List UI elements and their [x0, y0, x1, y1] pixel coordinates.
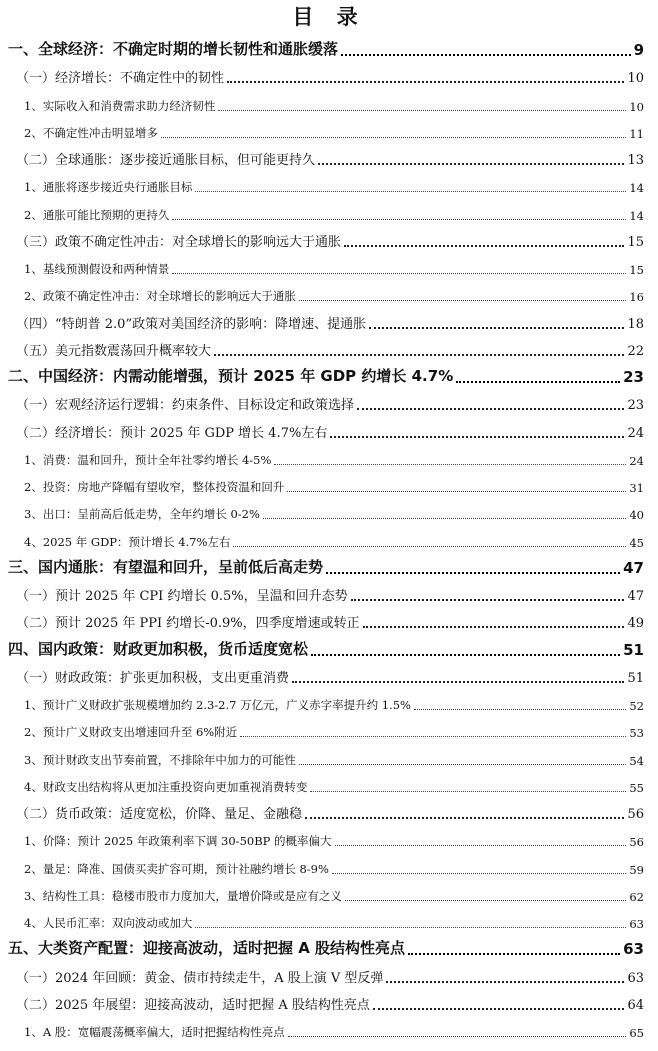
toc-section[interactable] [0, 337, 658, 363]
dot-leader [240, 736, 626, 737]
dot-leader [263, 518, 626, 519]
toc-subsection[interactable] [0, 855, 658, 881]
toc-entry-title: 一、全球经济：不确定时期的增长韧性和通胀缓落 [8, 40, 339, 58]
dot-leader [414, 709, 626, 710]
toc-page-number: 52 [629, 699, 644, 713]
toc-entry-title: 4、人民币汇率：双向波动或加大 [24, 916, 193, 930]
toc-entry-title: （三）政策不确定性冲击：对全球增长的影响远大于通胀 [16, 234, 342, 250]
page-title: 目 录 [292, 5, 366, 29]
toc-entry-title: 1、消费：温和回升，预计全年社零约增长 4-5% [24, 452, 272, 467]
toc-entry-title: 1、A 股：宽幅震荡概率偏大，适时把握结构性亮点 [24, 1025, 285, 1039]
toc-entry-title: （一）预计 2025 年 CPI 约增长 0.5%，呈温和回升态势 [16, 589, 348, 604]
toc-subsection[interactable] [0, 201, 658, 227]
toc-entry-title: 4、财政支出结构将从更加注重投资向更加重视消费转变 [24, 779, 308, 794]
dot-leader [373, 1008, 625, 1010]
toc-page-number: 10 [627, 71, 644, 87]
toc-page-number: 22 [627, 343, 644, 359]
dot-leader [456, 381, 620, 383]
toc-chapter[interactable] [0, 555, 658, 581]
toc-page-number: 11 [629, 126, 644, 141]
dot-leader [344, 245, 624, 247]
toc-page-number: 64 [627, 997, 644, 1013]
toc-entry-title: 五、大类资产配置：迎接高波动，适时把握 A 股结构性亮点 [8, 939, 406, 958]
toc-subsection[interactable] [0, 1018, 658, 1044]
toc-section[interactable] [0, 64, 658, 90]
toc-section[interactable] [0, 800, 658, 826]
toc-chapter[interactable] [0, 936, 658, 962]
dot-leader [288, 1036, 627, 1037]
toc-entry-title: 二、中国经济：内需动能增强，预计 2025 年 GDP 约增长 4.7% [8, 367, 454, 385]
toc-subsection[interactable] [0, 500, 658, 526]
dot-leader [299, 300, 627, 301]
toc-page-number: 24 [629, 453, 644, 468]
dot-leader [195, 191, 626, 192]
toc-entry-title: （一）2024 年回顾：黄金、债市持续走牛，A 股上演 V 型反弹 [16, 970, 384, 986]
toc-entry-title: 1、预计广义财政扩张规模增加约 2.3-2.7 万亿元，广义赤字率提升约 1.5% [24, 698, 411, 712]
toc-entry-title: 2、投资：房地产降幅有望收窄，整体投资温和回升 [24, 480, 285, 494]
toc-page-number: 65 [629, 1026, 644, 1040]
dot-leader [386, 981, 624, 983]
toc-page-number: 47 [623, 558, 644, 577]
toc-page-number: 14 [629, 181, 644, 196]
toc-chapter[interactable] [0, 637, 658, 663]
toc-entry-title: 3、出口：呈前高后低走势，全年约增长 0-2% [24, 507, 260, 522]
dot-leader [287, 491, 626, 492]
toc-page-number: 9 [633, 41, 644, 59]
toc-page-number: 51 [623, 640, 644, 659]
dot-leader [310, 791, 626, 792]
toc-subsection[interactable] [0, 718, 658, 744]
toc-page-number: 63 [623, 940, 644, 959]
toc-section[interactable] [0, 419, 658, 445]
toc-page-number: 24 [627, 425, 644, 441]
toc-entry-title: 1、基线预测假设和两种情景 [24, 262, 170, 276]
toc-entry-title: 1、实际收入和消费需求助力经济韧性 [24, 98, 216, 113]
dot-leader [369, 327, 624, 329]
dot-leader [195, 927, 626, 928]
toc-page-number: 23 [623, 368, 644, 386]
toc-subsection[interactable] [0, 528, 658, 554]
toc-page-number: 10 [629, 99, 644, 114]
dot-leader [227, 81, 624, 83]
toc-page-number: 15 [627, 234, 644, 250]
toc-subsection[interactable] [0, 473, 658, 499]
toc-section[interactable] [0, 582, 658, 608]
toc-page-number: 13 [627, 153, 644, 168]
toc-subsection[interactable] [0, 446, 658, 472]
toc-page-number: 23 [627, 398, 644, 414]
toc-section[interactable] [0, 991, 658, 1017]
toc-entry-title: 2、政策不确定性冲击：对全球增长的影响远大于通胀 [24, 289, 296, 304]
dot-leader [363, 626, 625, 628]
dot-leader [214, 354, 624, 356]
dot-leader [233, 546, 626, 547]
dot-leader [341, 54, 631, 56]
toc-section[interactable] [0, 964, 658, 990]
toc-page-number: 63 [629, 917, 644, 931]
toc-entry-title: （一）经济增长：不确定性中的韧性 [16, 71, 225, 87]
toc-page-number: 18 [627, 316, 644, 332]
toc-page-number: 31 [629, 481, 644, 495]
toc-page-number: 56 [629, 835, 644, 850]
toc-page-number: 15 [629, 263, 644, 277]
toc-section[interactable] [0, 609, 658, 635]
toc-subsection[interactable] [0, 92, 658, 118]
toc-subsection[interactable] [0, 173, 658, 199]
toc-subsection[interactable] [0, 827, 658, 853]
toc-page-number: 51 [627, 670, 644, 686]
dot-leader [335, 845, 627, 846]
dot-leader [311, 654, 620, 656]
toc-section[interactable] [0, 146, 658, 172]
toc-page-number: 59 [629, 862, 644, 877]
dot-leader [161, 137, 627, 138]
toc-entry-title: 2、量足：降准、国债买卖扩容可期，预计社融约增长 8-9% [24, 861, 329, 876]
toc-section[interactable] [0, 310, 658, 336]
toc-chapter[interactable] [0, 364, 658, 390]
toc-entry-title: 三、国内通胀：有望温和回升，呈前低后高走势 [8, 557, 324, 576]
toc-subsection[interactable] [0, 282, 658, 308]
toc-subsection[interactable] [0, 255, 658, 281]
dot-leader [326, 572, 620, 574]
toc-entry-title: 2、预计广义财政支出增速回升至 6%附近 [24, 725, 238, 740]
toc-page-number: 63 [627, 970, 644, 986]
toc-entry-title: （二）2025 年展望：迎接高波动，适时把握 A 股结构性亮点 [16, 997, 370, 1013]
dot-leader [172, 219, 626, 220]
toc-page-number: 49 [627, 616, 644, 632]
toc-entry-title: （二）全球通胀：逐步接近通胀目标，但可能更持久 [16, 153, 316, 168]
toc-section[interactable] [0, 391, 658, 417]
dot-leader [345, 900, 627, 901]
toc-section[interactable] [0, 664, 658, 690]
toc-entry-title: 3、结构性工具：稳楼市股市力度加大，量增价降或是应有之义 [24, 888, 342, 903]
toc-page-number: 40 [629, 508, 644, 523]
toc-page-number: 54 [629, 753, 644, 768]
toc-entry-title: 四、国内政策：财政更加积极，货币适度宽松 [8, 639, 309, 658]
toc-subsection[interactable] [0, 691, 658, 717]
toc-entry-title: 4、2025 年 GDP：预计增长 4.7%左右 [24, 534, 231, 549]
toc-page-number: 47 [627, 589, 644, 604]
toc-page-number: 56 [627, 807, 644, 822]
toc-entry-title: （一）财政政策：扩张更加积极，支出更重消费 [16, 670, 290, 686]
dot-leader [351, 599, 625, 601]
toc-page-number: 14 [629, 208, 644, 223]
toc-page-number: 16 [629, 290, 644, 305]
dot-leader [218, 110, 626, 111]
toc-entry-title: 1、通胀将逐步接近央行通胀目标 [24, 180, 193, 195]
dot-leader [330, 436, 624, 438]
toc-subsection[interactable] [0, 119, 658, 145]
toc-page-number: 55 [629, 780, 644, 795]
toc-entry-title: （二）预计 2025 年 PPI 约增长-0.9%，四季度增速或转正 [16, 616, 360, 632]
toc-entry-title: 3、预计财政支出节奏前置，不排除年中加力的可能性 [24, 752, 296, 767]
toc-subsection[interactable] [0, 773, 658, 799]
dot-leader [299, 764, 627, 765]
toc-entry-title: （五）美元指数震荡回升概率较大 [16, 343, 212, 359]
dot-leader [172, 273, 626, 274]
toc-entry-title: 2、不确定性冲击明显增多 [24, 125, 158, 140]
toc-subsection[interactable] [0, 746, 658, 772]
dot-leader [332, 873, 626, 874]
toc-entry-title: 2、通胀可能比预期的更持久 [24, 207, 170, 222]
dot-leader [305, 817, 624, 819]
toc-entry-title: 1、价降：预计 2025 年政策利率下调 30-50BP 的概率偏大 [24, 834, 332, 849]
toc-section[interactable] [0, 228, 658, 254]
dot-leader [357, 408, 624, 410]
toc-entry-title: （四）“特朗普 2.0”政策对美国经济的影响：降增速、提通胀 [16, 316, 367, 332]
dot-leader [274, 464, 626, 465]
dot-leader [292, 681, 624, 683]
toc-subsection[interactable] [0, 909, 658, 935]
dot-leader [408, 953, 620, 955]
dot-leader [318, 163, 624, 165]
toc-chapter[interactable] [0, 37, 658, 63]
toc-page-number: 62 [629, 889, 644, 904]
toc-subsection[interactable] [0, 882, 658, 908]
toc-page-number: 53 [629, 726, 644, 741]
toc-entry-title: （一）宏观经济运行逻辑：约束条件、目标设定和政策选择 [16, 398, 355, 414]
toc-entry-title: （二）经济增长：预计 2025 年 GDP 增长 4.7%左右 [16, 425, 328, 441]
toc-entry-title: （二）货币政策：适度宽松，价降、量足、金融稳 [16, 807, 303, 822]
toc-page-number: 45 [629, 535, 644, 550]
